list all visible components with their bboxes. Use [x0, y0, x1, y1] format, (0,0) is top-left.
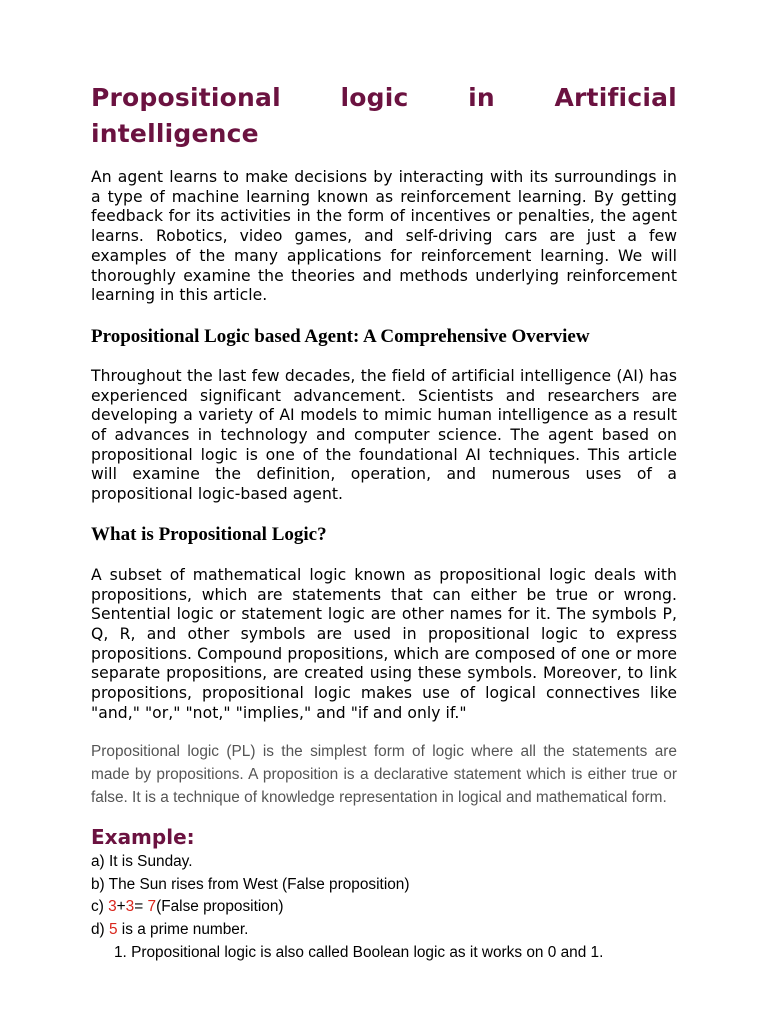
example-c-number: 3	[108, 898, 117, 916]
example-heading: Example:	[91, 825, 195, 850]
pl-definition-paragraph: Propositional logic (PL) is the simplest form of logic where all the statements are made by propositions. A proposition is a declarative statement which is either true or false. It is a technique of knowledge representation in logical and mathematical form.	[91, 743, 677, 806]
example-item-b: b) The Sun rises from West (False proposition)	[91, 875, 410, 893]
example-item-d	[91, 919, 677, 942]
title-word: Artificial	[554, 83, 677, 112]
example-d-suffix: is a prime number.	[117, 921, 249, 939]
intro-paragraph: An agent learns to make decisions by interacting with its surroundings in a type of machine learning known as reinforcement learning. By getting feedback for its activities in the form of incentives or penalties, the agent learns. Robotics, video games, and self-driving cars are just a few examples of the many applications for reinforcement learning. We will thoroughly examine the theories and methods underlying reinforcement learning in this article.	[91, 168, 677, 305]
example-item-a: a) It is Sunday.	[91, 853, 193, 871]
page-title	[91, 80, 677, 152]
example-c-prefix: c)	[91, 898, 109, 916]
example-d-number: 5	[108, 921, 118, 939]
example-c-number: 3	[125, 898, 135, 916]
title-word: Propositional	[91, 83, 281, 112]
example-c-suffix: (False proposition)	[156, 898, 284, 916]
example-c-number: 7	[147, 898, 157, 916]
title-line-1	[91, 80, 677, 116]
section-heading-what-is: What is Propositional Logic?	[91, 523, 327, 545]
example-d-prefix: d)	[91, 921, 109, 939]
title-word: in	[468, 83, 495, 112]
section-heading-overview: Propositional Logic based Agent: A Comprehensive Overview	[91, 325, 590, 347]
example-item-c	[91, 896, 677, 919]
example-list	[91, 851, 677, 941]
document-page	[91, 80, 677, 964]
example-c-equals: =	[134, 898, 148, 916]
title-word: logic	[340, 83, 409, 112]
title-line-2: intelligence	[91, 119, 259, 148]
definition-paragraph: A subset of mathematical logic known as propositional logic deals with propositions, which are statements that can either be true or wrong. Sentential logic or statement logic are other names for it. The symbols P, Q, R, and other symbols are used in propositional logic to express propositions. Compound propositions, which are composed of one or more separate propositions, are created using these symbols. Moreover, to link propositions, propositional logic makes use of logical connectives like "and," "or," "not," "implies," and "if and only if."	[91, 565, 677, 722]
numbered-list-item-1: 1. Propositional logic is also called Boolean logic as it works on 0 and 1.	[114, 943, 604, 961]
overview-paragraph: Throughout the last few decades, the field of artificial intelligence (AI) has experienced significant advancement. Scientists and researchers are developing a variety of AI models to mimic human intelligence as a result of advances in technology and computer science. The agent based on propositional logic is one of the foundational AI techniques. This article will examine the definition, operation, and numerous uses of a propositional logic-based agent.	[91, 366, 677, 504]
example-c-plus: +	[116, 898, 126, 916]
